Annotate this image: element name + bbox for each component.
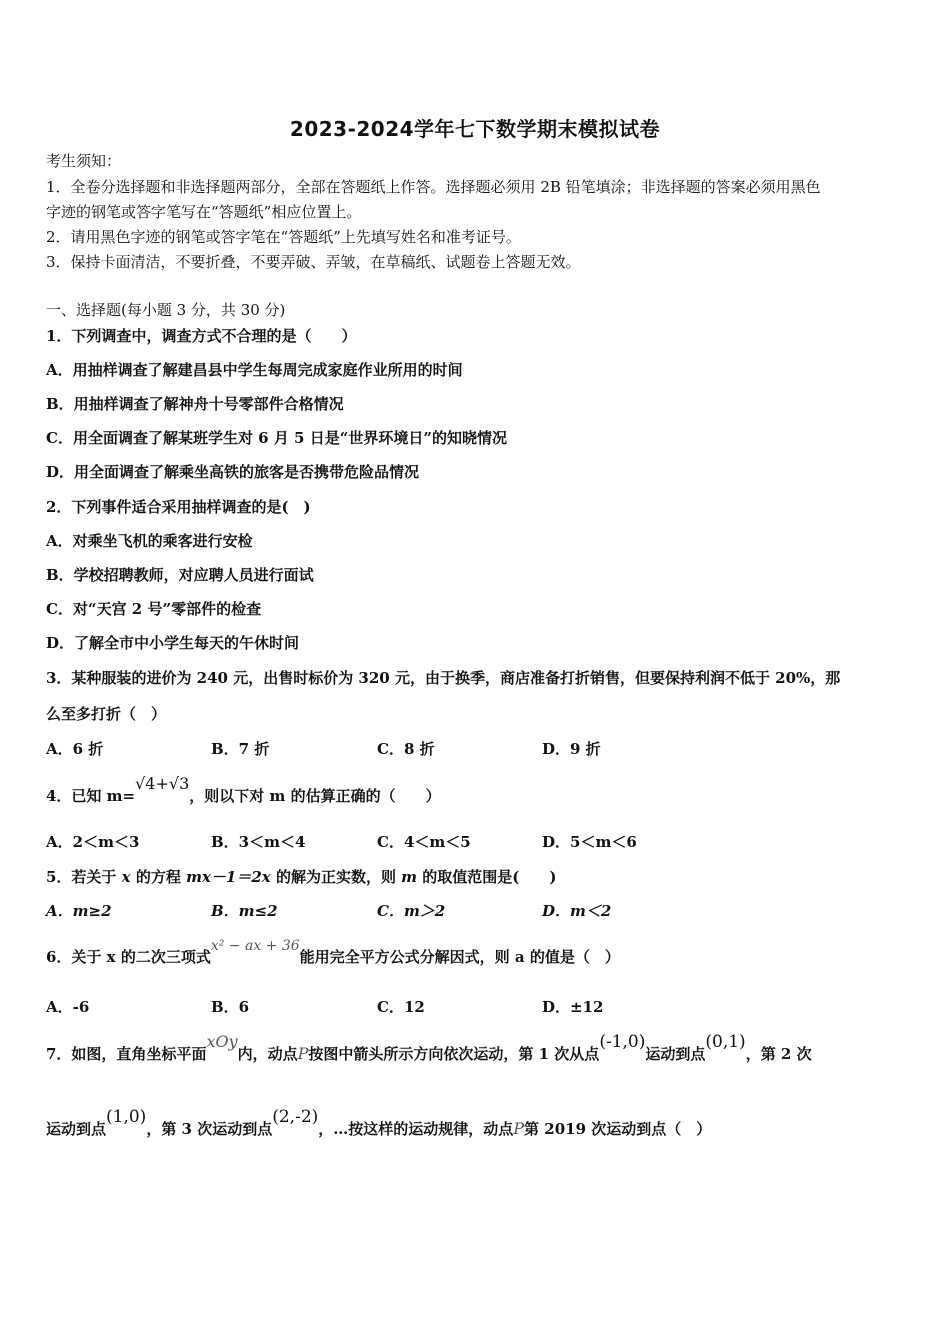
q7-text-1: 7．如图，直角坐标平面	[46, 1045, 207, 1063]
q7-point-2: (0,1)	[705, 1032, 746, 1052]
q1-option-c: C．用全面调查了解某班学生对 6 月 5 日是“世界环境日”的知晓情况	[46, 429, 507, 447]
q3-option-c: C．8 折	[377, 740, 435, 758]
q7-plane-label: xOy	[206, 1032, 238, 1051]
q2-option-d: D．了解全市中小学生每天的午休时间	[46, 634, 300, 652]
q5-option-c: C．m＞2	[377, 902, 446, 920]
page-title: 2023-2024学年七下数学期末模拟试卷	[289, 117, 661, 141]
q3-option-b: B．7 折	[211, 740, 270, 758]
q5-option-d: D．m＜2	[542, 902, 612, 920]
q7-text-9: 第 2019 次运动到点（ ）	[524, 1120, 712, 1138]
q5-var-m: m	[401, 868, 418, 886]
q4-option-b: B．3＜m＜4	[211, 833, 306, 851]
q5-stem	[46, 866, 556, 888]
q6-option-d: D．±12	[542, 998, 604, 1016]
notice-item-1b: 字迹的钢笔或答字笔写在“答题纸”相应位置上。	[46, 203, 362, 221]
q2-option-c: C．对“天宫 2 号”零部件的检查	[46, 600, 262, 618]
q5-stem-mid1: 的方程	[130, 868, 187, 886]
q6-formula: x² − ax + 36	[210, 938, 300, 954]
q6-option-b: B．6	[211, 998, 250, 1016]
q4-formula: √4+√3	[135, 774, 190, 793]
q2-option-b: B．学校招聘教师，对应聘人员进行面试	[46, 566, 314, 584]
q7-point-p-2: P	[513, 1119, 525, 1138]
q3-stem-line1: 3．某种服装的进价为 240 元，出售时标价为 320 元，由于换季，商店准备打折销售，但要保持利润不低于 20%，那	[46, 669, 841, 687]
q4-stem	[46, 774, 441, 807]
q2-option-a: A．对乘坐飞机的乘客进行安检	[46, 532, 253, 550]
q7-stem-line1	[46, 1032, 812, 1065]
notice-item-3: 3．保持卡面清洁，不要折叠，不要弄破、弄皱，在草稿纸、试题卷上答题无效。	[46, 253, 581, 271]
q5-stem-prefix: 5．若关于	[46, 868, 122, 886]
q5-option-b: B．m≤2	[211, 902, 278, 920]
q4-stem-suffix: ，则以下对 m 的估算正确的（ ）	[189, 787, 441, 805]
notice-heading: 考生须知：	[46, 152, 122, 170]
q4-stem-prefix: 4．已知 m=	[46, 787, 136, 805]
q1-option-a: A．用抽样调查了解建昌县中学生每周完成家庭作业所用的时间	[46, 361, 463, 379]
q7-stem-line2	[46, 1107, 712, 1140]
q7-text-7: ，第 3 次运动到点	[146, 1120, 273, 1138]
q7-text-6: 运动到点	[46, 1120, 107, 1138]
q4-option-d: D．5＜m＜6	[542, 833, 637, 851]
q7-text-5: ，第 2 次	[745, 1045, 812, 1063]
q6-option-a: A．-6	[46, 998, 90, 1016]
q7-text-2: 内，动点	[237, 1045, 298, 1063]
q7-text-8: ，…按这样的运动规律，动点	[318, 1120, 514, 1138]
q7-point-1: (-1,0)	[599, 1032, 646, 1052]
q5-option-a: A．m≥2	[46, 902, 112, 920]
q5-stem-suffix: 的取值范围是( )	[417, 868, 557, 886]
q5-var-x: x	[121, 868, 131, 886]
q3-option-a: A．6 折	[46, 740, 104, 758]
notice-item-2: 2．请用黑色字迹的钢笔或答字笔在“答题纸”上先填写姓名和准考证号。	[46, 228, 521, 246]
q7-text-4: 运动到点	[645, 1045, 706, 1063]
q7-point-3: (1,0)	[106, 1107, 147, 1127]
q4-option-a: A．2＜m＜3	[46, 833, 140, 851]
q5-stem-mid2: 的解为正实数，则	[270, 868, 402, 886]
q1-option-b: B．用抽样调查了解神舟十号零部件合格情况	[46, 395, 344, 413]
q6-stem	[46, 938, 620, 969]
section-heading: 一、选择题(每小题 3 分，共 30 分)	[46, 301, 286, 319]
q1-option-d: D．用全面调查了解乘坐高铁的旅客是否携带危险品情况	[46, 463, 420, 481]
q3-option-d: D．9 折	[542, 740, 601, 758]
q6-stem-suffix: 能用完全平方公式分解因式，则 a 的值是（ ）	[299, 948, 620, 966]
q4-option-c: C．4＜m＜5	[377, 833, 471, 851]
q5-equation: mx－1＝2x	[186, 868, 271, 886]
q3-stem-line2: 么至多打折（ ）	[46, 705, 167, 723]
q1-stem: 1．下列调查中，调查方式不合理的是（ ）	[46, 327, 357, 345]
q7-point-4: (2,-2)	[272, 1107, 319, 1127]
notice-item-1a: 1．全卷分选择题和非选择题两部分，全部在答题纸上作答。选择题必须用 2B 铅笔填涂；非选择题的答案必须用黑色	[46, 178, 821, 196]
q7-text-3: 按图中箭头所示方向依次运动，第 1 次从点	[308, 1045, 600, 1063]
q7-point-p: P	[297, 1044, 309, 1063]
q6-stem-prefix: 6．关于 x 的二次三项式	[46, 948, 211, 966]
q6-option-c: C．12	[377, 998, 425, 1016]
q2-stem: 2．下列事件适合采用抽样调查的是( )	[46, 498, 311, 516]
